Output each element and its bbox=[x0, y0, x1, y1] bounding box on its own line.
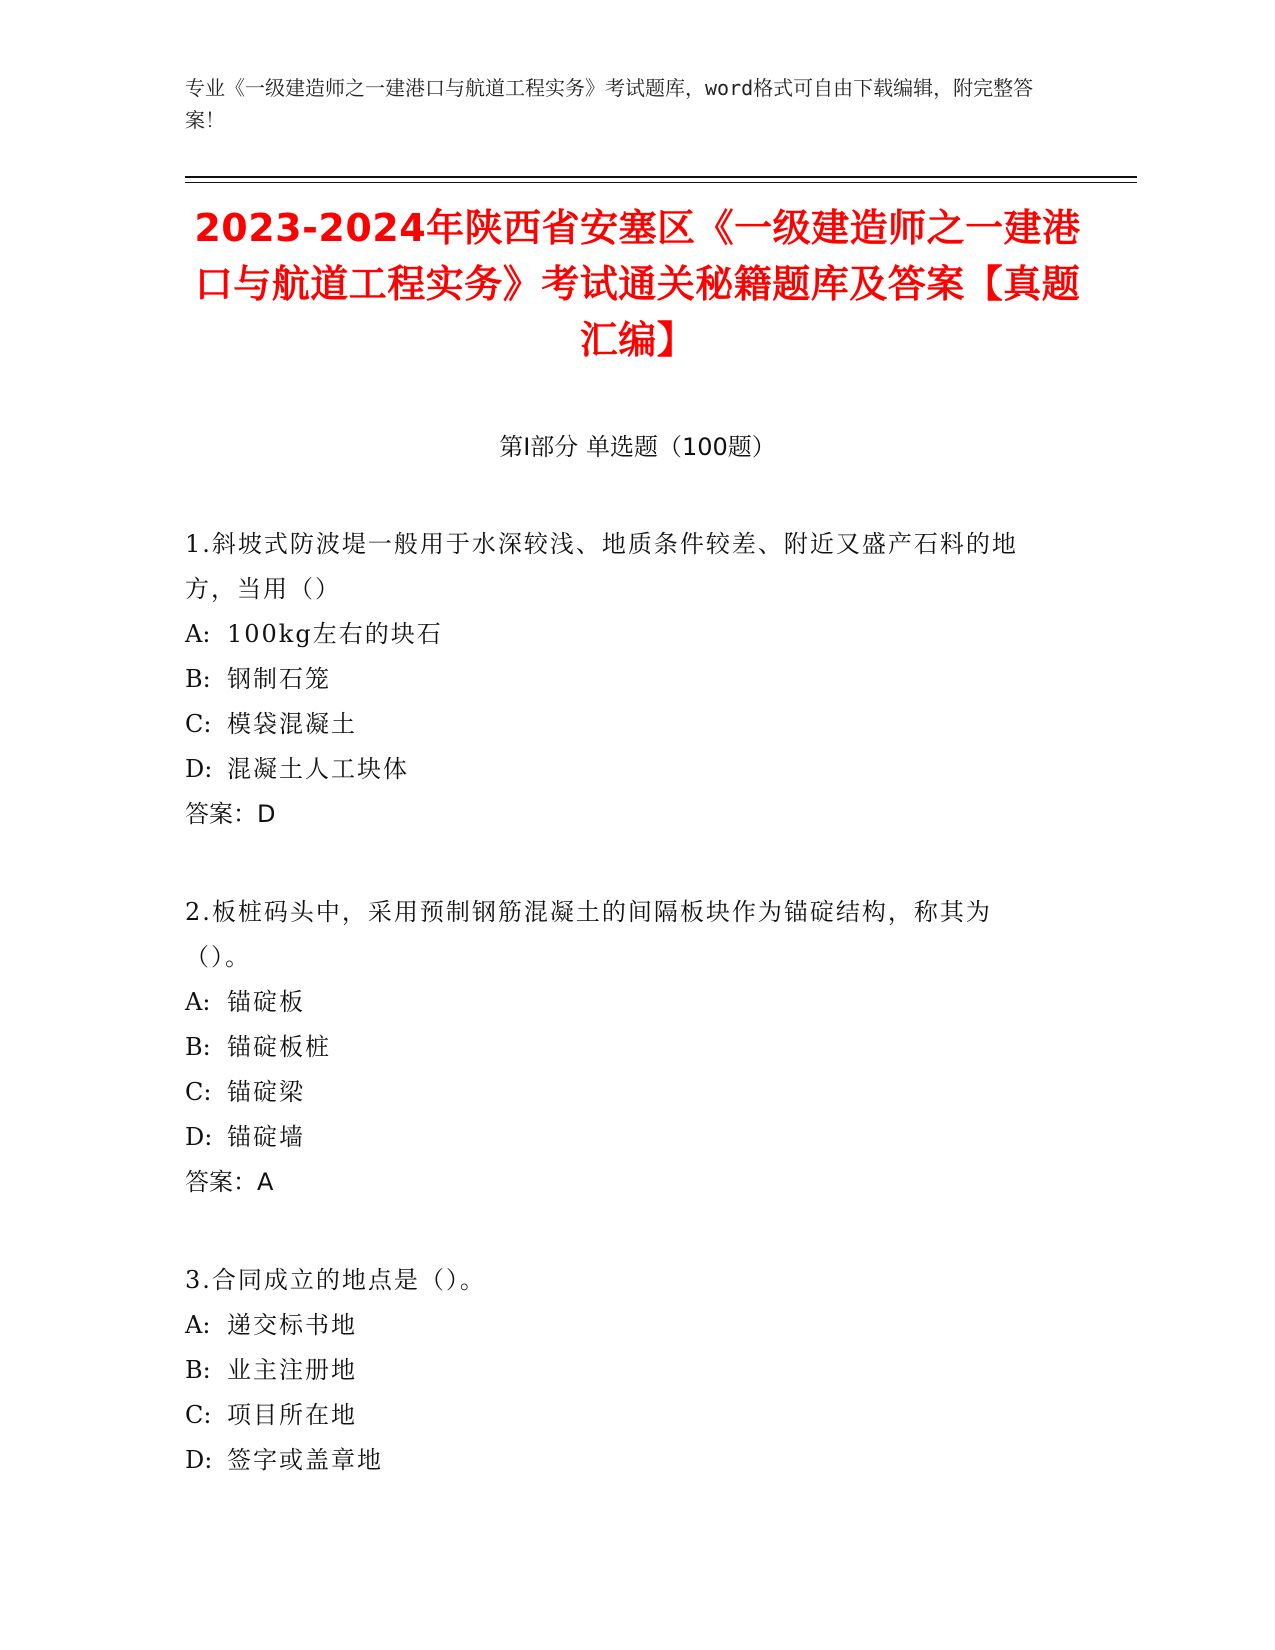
option-text: 锚碇梁 bbox=[227, 1078, 305, 1106]
answer-line: 答案：D bbox=[185, 800, 276, 828]
option-d bbox=[185, 1438, 1055, 1483]
document-title: 2023-2024年陕西省安塞区《一级建造师之一建港口与航道工程实务》考试通关秘籍题库及答案【真题汇编】 bbox=[194, 206, 1081, 362]
option-d bbox=[185, 1115, 1055, 1160]
option-a bbox=[185, 1303, 1055, 1348]
option-letter: D: bbox=[185, 1446, 213, 1474]
option-letter: C: bbox=[185, 710, 212, 738]
answer-line: 答案：A bbox=[185, 1168, 274, 1196]
option-a bbox=[185, 980, 1055, 1025]
header-rule-thick bbox=[185, 176, 1137, 178]
option-text: 锚碇墙 bbox=[227, 1123, 305, 1151]
option-text: 100kg左右的块石 bbox=[227, 620, 443, 648]
option-letter: D: bbox=[185, 1123, 213, 1151]
option-text: 业主注册地 bbox=[227, 1356, 357, 1384]
option-text: 签字或盖章地 bbox=[227, 1446, 383, 1474]
option-text: 递交标书地 bbox=[227, 1311, 357, 1339]
question-stem: 1.斜坡式防波堤一般用于水深较浅、地质条件较差、附近又盛产石料的地方，当用（） bbox=[185, 530, 1018, 603]
option-b bbox=[185, 1025, 1055, 1070]
option-b bbox=[185, 657, 1055, 702]
option-letter: A: bbox=[185, 620, 211, 648]
question-list bbox=[185, 522, 1055, 1536]
question-1 bbox=[185, 522, 1055, 837]
option-letter: C: bbox=[185, 1401, 212, 1429]
header-rule-thin bbox=[185, 182, 1137, 183]
option-c bbox=[185, 1393, 1055, 1438]
option-text: 混凝土人工块体 bbox=[227, 755, 409, 783]
option-text: 项目所在地 bbox=[227, 1401, 357, 1429]
option-text: 锚碇板 bbox=[227, 988, 305, 1016]
option-a bbox=[185, 612, 1055, 657]
section-title: 第Ⅰ部分 单选题（100题） bbox=[499, 433, 776, 461]
option-letter: B: bbox=[185, 1356, 211, 1384]
option-letter: A: bbox=[185, 988, 211, 1016]
option-text: 钢制石笼 bbox=[227, 665, 331, 693]
question-stem: 3.合同成立的地点是（）。 bbox=[185, 1266, 486, 1294]
option-c bbox=[185, 1070, 1055, 1115]
option-letter: C: bbox=[185, 1078, 212, 1106]
option-d bbox=[185, 747, 1055, 792]
question-3 bbox=[185, 1258, 1055, 1483]
option-letter: D: bbox=[185, 755, 213, 783]
question-stem: 2.板桩码头中，采用预制钢筋混凝土的间隔板块作为锚碇结构，称其为（）。 bbox=[185, 898, 992, 971]
option-b bbox=[185, 1348, 1055, 1393]
option-letter: B: bbox=[185, 665, 211, 693]
question-2 bbox=[185, 890, 1055, 1205]
option-letter: A: bbox=[185, 1311, 211, 1339]
option-text: 锚碇板桩 bbox=[227, 1033, 331, 1061]
option-c bbox=[185, 702, 1055, 747]
header-note: 专业《一级建造师之一建港口与航道工程实务》考试题库，word格式可自由下载编辑，附完整答案！ bbox=[185, 76, 1034, 132]
option-letter: B: bbox=[185, 1033, 211, 1061]
option-text: 模袋混凝土 bbox=[227, 710, 357, 738]
